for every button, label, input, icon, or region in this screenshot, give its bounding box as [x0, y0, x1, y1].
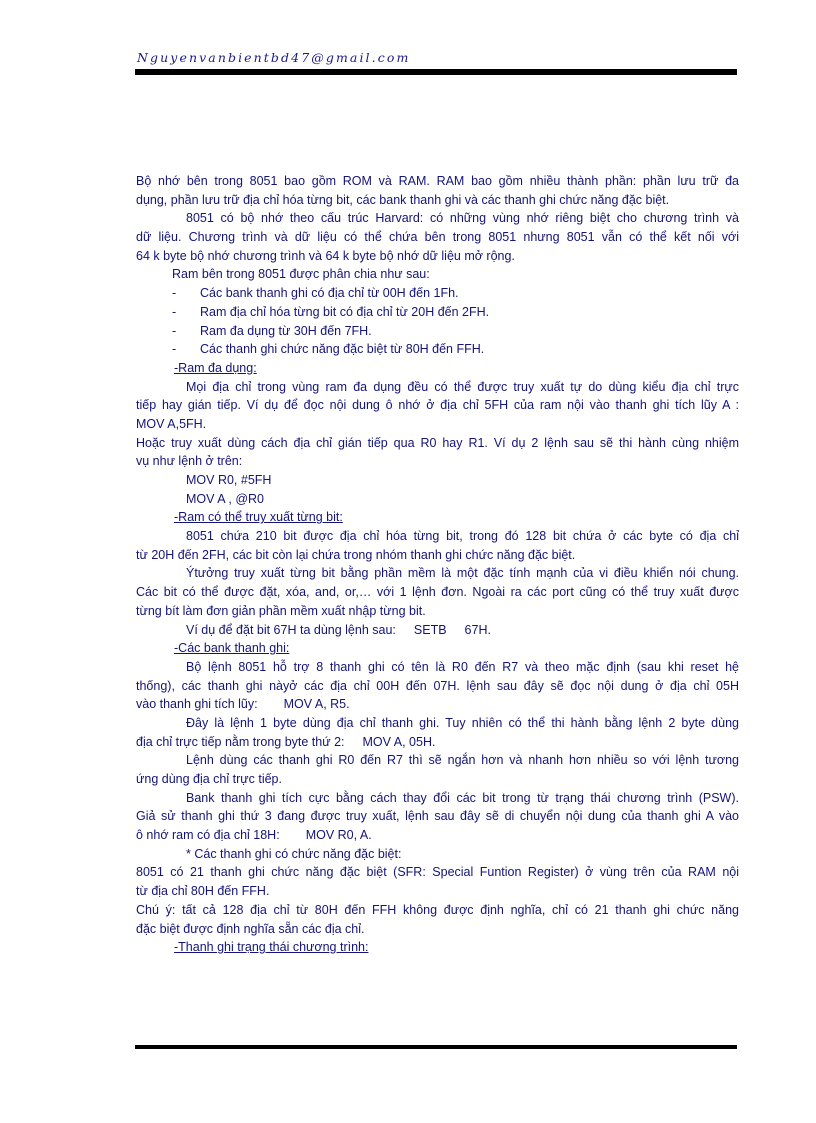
list-item [136, 303, 739, 322]
paragraph-line: 64 k byte bộ nhớ chương trình và 64 k byte bộ nhớ dữ liệu mở rộng. [136, 248, 515, 263]
section-heading [136, 359, 739, 378]
paragraph-line: tiếp hay gián tiếp. Ví dụ để đọc nội dung ô nhớ ở địa chỉ 5FH của ram nội vào thanh ghi tích lũy A : [136, 398, 739, 413]
code-instruction: MOV R0, A. [305, 828, 372, 843]
paragraph-line [136, 733, 739, 752]
paragraph-line: Đây là lệnh 1 byte dùng địa chỉ thanh ghi. Tuy nhiên có thể thi hành bằng lệnh 2 byte dùng [186, 715, 739, 730]
paragraph-line: Ram bên trong 8051 được phân chia như sau: [172, 267, 430, 282]
section-heading-text: -Ram đa dụng: [174, 360, 257, 375]
header-rule [135, 69, 737, 75]
section-heading: * Các thanh ghi có chức năng đặc biệt: [186, 846, 402, 861]
paragraph-line [136, 621, 739, 640]
example-text: Ví dụ để đặt bit 67H ta dùng lệnh sau: [186, 622, 396, 637]
document-body [136, 172, 739, 957]
paragraph-text: địa chỉ trực tiếp nằm trong byte thứ 2: [136, 734, 345, 749]
paragraph-text: ô nhớ ram có địa chỉ 18H: [136, 828, 280, 843]
code-operand: 67H. [464, 622, 491, 637]
paragraph-line: Bộ lệnh 8051 hỗ trợ 8 thanh ghi có tên là R0 đến R7 và theo mặc định (sau khi reset hệ [186, 659, 739, 674]
paragraph-line: dụng, phần lưu trữ địa chỉ hóa từng bit, các bank thanh ghi và các thanh ghi chức năng đặc biệt. [136, 192, 670, 207]
list-item [136, 322, 739, 341]
paragraph-line: 8051 chứa 210 bit được địa chỉ hóa từng bit, trong đó 128 bit chứa ở các byte có địa chỉ [186, 529, 739, 544]
bullet-dash: - [172, 304, 177, 319]
paragraph-line [136, 695, 739, 714]
bullet-dash: - [172, 286, 177, 301]
bullet-dash: - [172, 342, 177, 357]
paragraph-text: vào thanh ghi tích lũy: [136, 697, 258, 712]
section-heading [136, 508, 739, 527]
list-item-text: Ram đa dụng từ 30H đến 7FH. [200, 323, 372, 338]
paragraph-line: vụ như lệnh ở trên: [136, 454, 243, 469]
paragraph-line: Ýtưởng truy xuất từng bit bằng phần mềm là một đặc tính mạnh của vi điều khiển nói chung. [186, 566, 739, 581]
list-item-text: Các bank thanh ghi có địa chỉ từ 00H đến 1Fh. [200, 286, 459, 301]
section-heading [136, 938, 739, 957]
list-item-text: Ram địa chỉ hóa từng bit có địa chỉ từ 20H đến 2FH. [200, 304, 490, 319]
section-heading-text: -Ram có thể truy xuất từng bit: [174, 510, 343, 525]
paragraph-line [136, 826, 739, 845]
code-line: MOV A,5FH. [136, 416, 207, 431]
paragraph-line: Mọi địa chỉ trong vùng ram đa dụng đều có thể được truy xuất tự do dùng kiểu địa chỉ trực [186, 379, 739, 394]
list-item [136, 284, 739, 303]
paragraph-line: Các bit có thể được đặt, xóa, and, or,… với 1 lệnh đơn. Ngoài ra các port cũng có thể truy xuất được [136, 585, 739, 600]
code-line: MOV R0, #5FH [186, 473, 272, 487]
paragraph-line: Bộ nhớ bên trong 8051 bao gồm ROM và RAM. RAM bao gồm nhiều thành phần: phần lưu trữ đa [136, 174, 739, 188]
paragraph-line: Bank thanh ghi tích cực bằng cách thay đổi các bit trong từ trạng thái chương trình (PSW). [186, 790, 739, 805]
paragraph-line: 8051 có bộ nhớ theo cấu trúc Harvard: có những vùng nhớ riêng biệt cho chương trình và [186, 211, 739, 226]
code-instruction: MOV A, 05H. [362, 734, 436, 749]
paragraph-line: Hoặc truy xuất dùng cách địa chỉ gián tiếp qua R0 hay R1. Ví dụ 2 lệnh sau sẽ thi hành cùng nhiệm [136, 435, 739, 450]
header-email: Nguyenvanbientbd47@gmail.com [137, 50, 411, 65]
code-instruction: SETB [413, 622, 447, 637]
paragraph-line: Chú ý: tất cả 128 địa chỉ từ 80H đến FFH không được định nghĩa, chỉ có 21 thanh ghi chức năng [136, 902, 739, 917]
paragraph-line: Giả sử thanh ghi thứ 3 đang được truy xuất, lệnh sau đây sẽ di chuyển nội dung của thanh ghi A vào [136, 809, 739, 824]
bullet-dash: - [172, 323, 177, 338]
paragraph-line: ứng dùng địa chỉ trực tiếp. [136, 772, 282, 786]
paragraph-line: 8051 có 21 thanh ghi chức năng đặc biệt (SFR: Special Funtion Register) ở vùng trên của RAM nội [136, 865, 739, 880]
paragraph-line: đặc biệt được định nghĩa sẵn các địa chỉ. [136, 921, 365, 936]
paragraph-line: Lệnh dùng các thanh ghi R0 đến R7 thì sẽ ngắn hơn và nhanh hơn nhiều so với lệnh tương [186, 753, 739, 768]
section-heading-text: -Thanh ghi trạng thái chương trình: [174, 940, 369, 955]
paragraph-line: từ 20H đến 2FH, các bit còn lại chứa trong nhóm thanh ghi chức năng đặc biệt. [136, 547, 576, 562]
list-item [136, 340, 739, 359]
paragraph-line: từng bít làm đơn giản phần mềm xuất nhập từng bit. [136, 603, 426, 618]
paragraph-line: thống), các thanh ghi nàyở các địa chỉ 00H đến 07H. lệnh sau đây sẽ đọc nội dung ở địa chỉ 05H [136, 678, 739, 693]
section-heading-text: -Các bank thanh ghi: [174, 641, 290, 656]
paragraph-line: từ địa chỉ 80H đến FFH. [136, 884, 270, 899]
section-heading [136, 639, 739, 658]
code-instruction: MOV A, R5. [283, 697, 350, 712]
list-item-text: Các thanh ghi chức năng đặc biệt từ 80H đến FFH. [200, 342, 485, 357]
code-line: MOV A , @R0 [186, 491, 264, 506]
footer-rule [135, 1045, 737, 1049]
paragraph-line: dữ liệu. Chương trình và dữ liệu có thể chứa bên trong 8051 nhưng 8051 vẫn có thể kết nối với [136, 230, 739, 245]
